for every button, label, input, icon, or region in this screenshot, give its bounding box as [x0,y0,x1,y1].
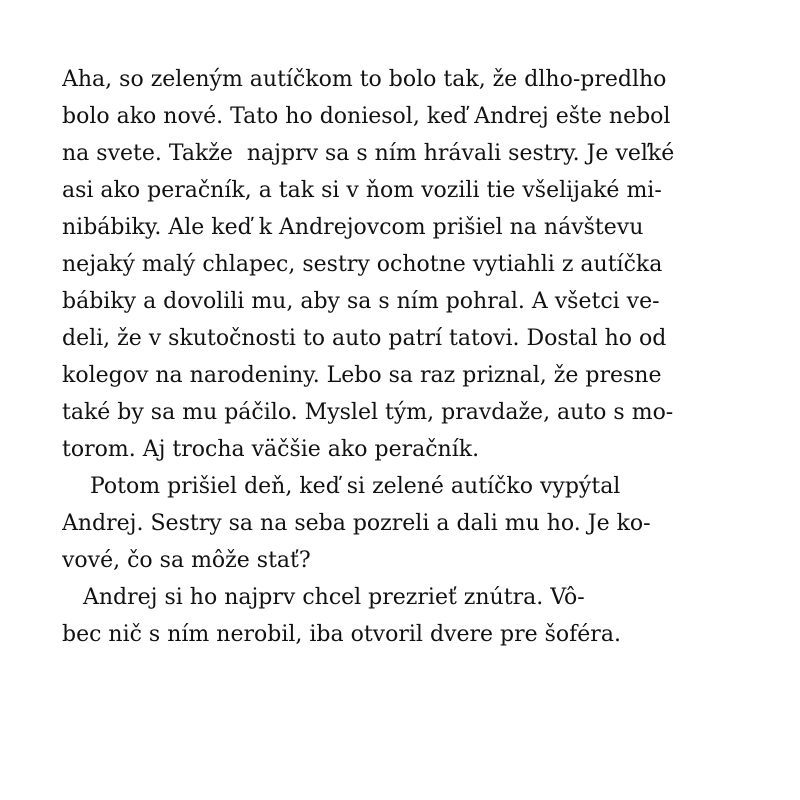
text-line: bábiky a dovolili mu, aby sa s ním pohral. A všetci ve- [62,289,660,314]
text-line: také by sa mu páčilo. Myslel tým, pravdaže, auto s mo- [62,400,674,425]
text-line: Andrej si ho najprv chcel prezrieť znútra. Vô- [62,585,585,610]
text-line: nibábiky. Ale keď k Andrejovcom prišiel na návštevu [62,215,644,240]
text-line: bolo ako nové. Tato ho doniesol, keď Andrej ešte nebol [62,104,671,129]
body-text [62,61,752,653]
text-line: na svete. Takže najprv sa s ním hrávali sestry. Je veľké [62,141,675,166]
text-line: bec nič s ním nerobil, iba otvoril dvere pre šoféra. [62,622,621,647]
text-line: kolegov na narodeniny. Lebo sa raz priznal, že presne [62,363,662,388]
text-line: Potom prišiel deň, keď si zelené autíčko vypýtal [62,474,621,499]
text-line: torom. Aj trocha väčšie ako peračník. [62,437,480,462]
text-line: deli, že v skutočnosti to auto patrí tatovi. Dostal ho od [62,326,667,351]
text-line: nejaký malý chlapec, sestry ochotne vytiahli z autíčka [62,252,663,277]
text-line: asi ako peračník, a tak si v ňom vozili tie všelijaké mi- [62,178,662,203]
text-line: Aha, so zeleným autíčkom to bolo tak, že dlho-predlho [62,67,667,92]
text-line: vové, čo sa môže stať? [62,548,311,573]
text-line: Andrej. Sestry sa na seba pozreli a dali mu ho. Je ko- [62,511,651,536]
